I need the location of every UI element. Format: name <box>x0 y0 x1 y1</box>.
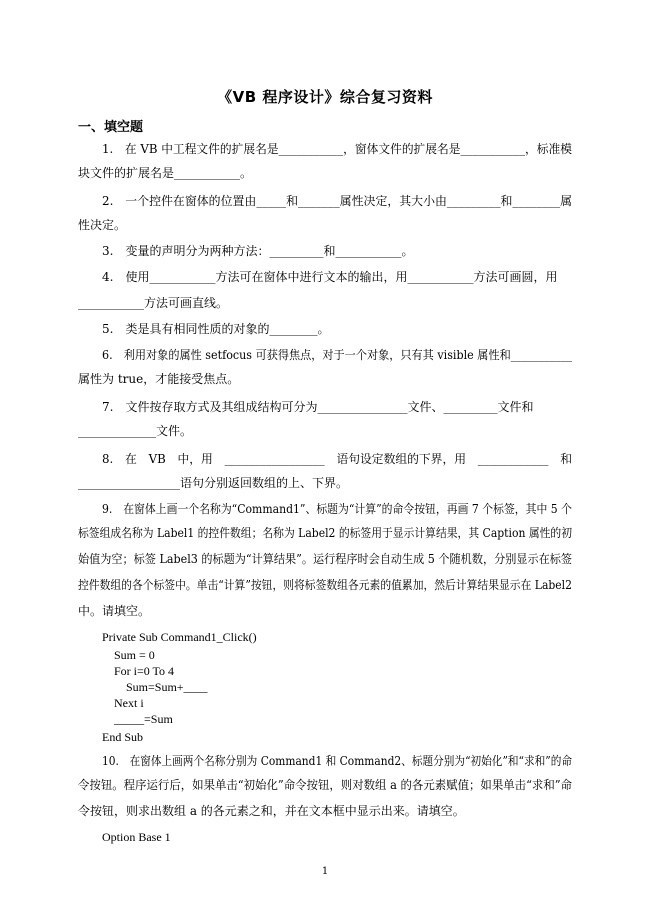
page-title: 《VB 程序设计》综合复习资料 <box>217 88 433 106</box>
question-6-line-1: 6. 利用对象的属性 setfocus 可获得焦点，对于一个对象，只有其 visible 属性和___________ <box>102 348 572 362</box>
question-7-line-1: 7. 文件按存取方式及其组成结构可分为_______________文件、_________文件和 <box>102 400 534 414</box>
question-4-line-2: ___________方法可画直线。 <box>78 296 229 310</box>
question-9-line-1: 9. 在窗体上画一个名称为“Command1”、标题为“计算”的命令按钮，再画 7 个标签，其中 5 个 <box>102 502 572 516</box>
code-line-6: _____=Sum <box>114 712 173 726</box>
code-option-base: Option Base 1 <box>102 830 171 844</box>
question-9-line-2: 标签组成名称为 Label1 的控件数组；名称为 Label2 的标签用于显示计算结果，其 Caption 属性的初 <box>78 526 572 540</box>
page-number: 1 <box>321 866 329 877</box>
question-1-line-1: 1. 在 VB 中工程文件的扩展名是___________，窗体文件的扩展名是___________，标准模 <box>102 142 572 156</box>
question-6-line-2: 属性为 true，才能接受焦点。 <box>78 372 240 386</box>
question-9-line-5: 中。请填空。 <box>78 604 151 618</box>
question-1-line-2: 块文件的扩展名是___________。 <box>78 166 253 180</box>
code-line-7: End Sub <box>102 730 144 744</box>
question-2-line-2: 性决定。 <box>78 218 127 232</box>
question-10-line-2: 令按钮。程序运行后，如果单击“初始化”命令按钮，则对数组 a 的各元素赋值；如果单击“求和”命 <box>78 778 572 792</box>
question-9-line-4: 控件数组的各个标签中。单击“计算”按钮，则将标签数组各元素的值累加，然后计算结果显示在 Label2 <box>78 578 572 592</box>
question-8-line-1: 8. 在 VB 中，用 _________________ 语句设定数组的下界，用 ____________ 和 <box>102 452 572 466</box>
code-line-2: Sum = 0 <box>114 648 155 662</box>
question-10-line-3: 令按钮，则求出数组 a 的各元素之和，并在文本框中显示出来。请填空。 <box>78 804 465 818</box>
code-line-1: Private Sub Command1_Click() <box>102 630 257 644</box>
question-7-line-2: _____________文件。 <box>78 424 193 438</box>
question-8-line-2: _________________语句分别返回数组的上、下界。 <box>78 476 349 490</box>
section-heading: 一、填空题 <box>78 120 144 135</box>
question-4-line-1: 4. 使用___________方法可在窗体中进行文本的输出，用___________方法可画圆，用 <box>102 270 558 284</box>
question-10-line-1: 10. 在窗体上画两个名称分别为 Command1 和 Command2、标题分别为“初始化”和“求和”的命 <box>102 754 572 768</box>
question-2-line-1: 2. 一个控件在窗体的位置由_____和_______属性决定，其大小由_________和________属 <box>102 194 572 208</box>
question-5-line-1: 5. 类是具有相同性质的对象的________。 <box>102 322 330 336</box>
code-line-3: For i=0 To 4 <box>114 664 175 678</box>
question-9-line-3: 始值为空；标签 Label3 的标题为“计算结果”。运行程序时会自动生成 5 个随机数，分别显示在标签 <box>78 552 572 566</box>
question-3-line-1: 3. 变量的声明分为两种方法：_________和___________。 <box>102 244 414 258</box>
code-line-4: Sum=Sum+____ <box>126 680 208 694</box>
code-line-5: Next i <box>114 696 144 710</box>
